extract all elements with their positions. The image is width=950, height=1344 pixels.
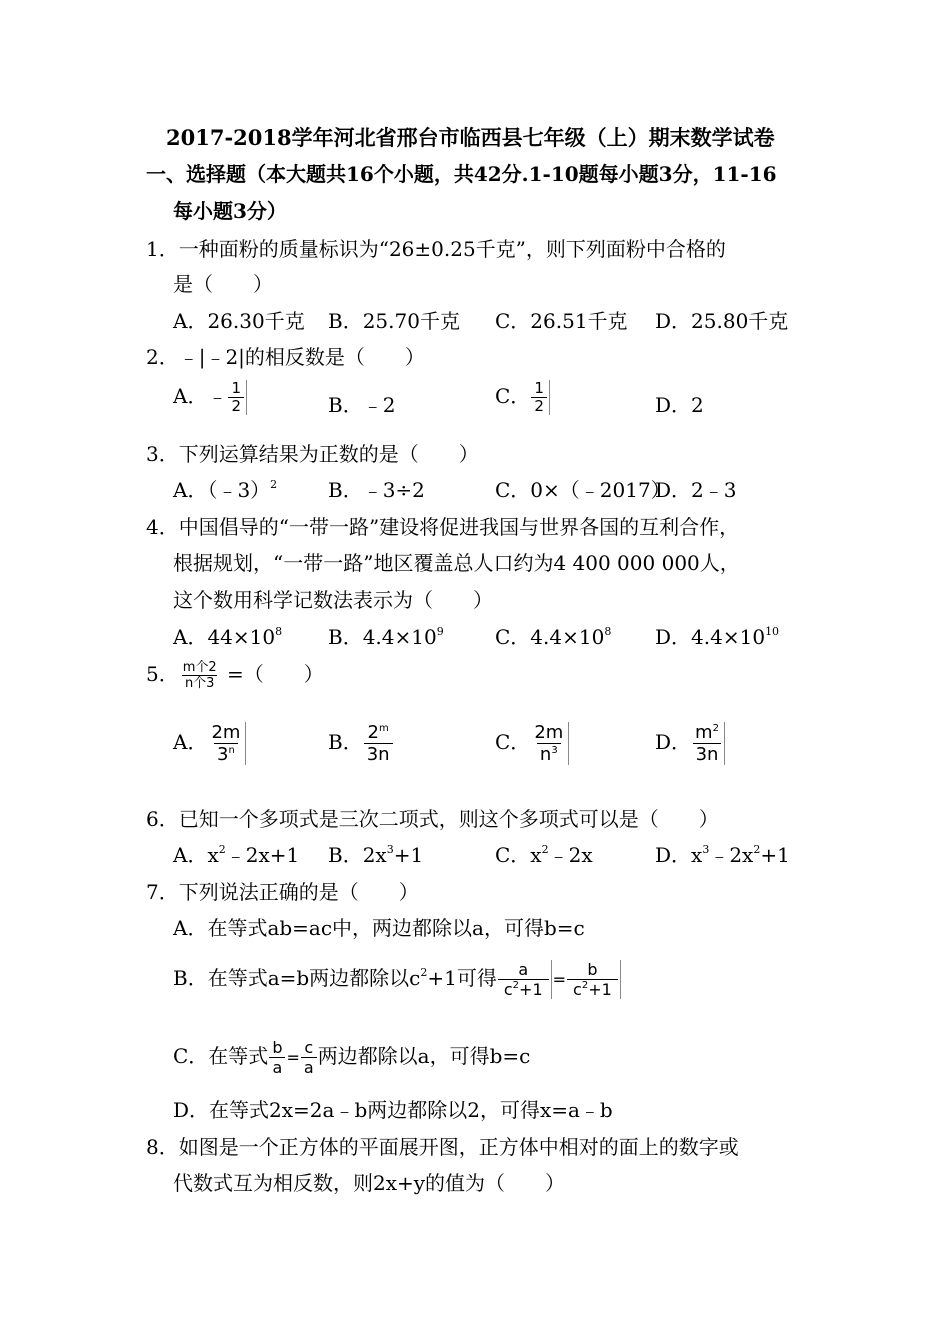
fraction-denominator: a (301, 1057, 317, 1077)
q1-stem-line1: 1．一种面粉的质量标识为“26±0.25千克”，则下列面粉中合格的 (146, 237, 726, 261)
section-header-line1: 一、选择题（本大题共16个小题，共42分.1-10题每小题3分，11-16 (146, 162, 777, 186)
denominator-base: n (539, 744, 552, 765)
q6-option-a-pre: A．x (173, 843, 219, 867)
fraction-denominator: 3n (693, 743, 722, 765)
q2-option-a (173, 380, 248, 415)
q3-option-d: D．2﹣3 (655, 478, 737, 502)
q5-option-b (328, 722, 394, 765)
q4-option-a-text: A．44×10 (173, 625, 276, 649)
q5-option-c (495, 722, 570, 765)
q6-option-d-post: +1 (760, 843, 790, 867)
q6-option-d-exponent2: 2 (753, 843, 761, 856)
q5-stem (146, 660, 324, 691)
denominator-exponent: n (228, 745, 235, 756)
fraction-denominator: n个3 (182, 675, 218, 691)
q4-option-c (495, 624, 611, 650)
q1-option-c: C．26.51千克 (495, 309, 628, 333)
q7-stem: 7．下列说法正确的是（ ） (146, 880, 419, 904)
q7-option-b-pre: B．在等式a=b两边都除以c (173, 966, 421, 990)
q2-option-d: D．2 (655, 393, 704, 417)
q4-option-d-exponent: 10 (765, 625, 780, 638)
numerator-base: m (695, 722, 713, 743)
denominator-exponent: 2 (581, 980, 589, 991)
fraction-denominator: 3n (364, 743, 393, 765)
numerator-exponent: 2 (712, 723, 719, 734)
denominator-base: c (573, 980, 582, 999)
q3-option-a-text: A．（﹣3） (173, 478, 271, 502)
q7-option-c-fraction-left (269, 1038, 285, 1077)
q7-option-b (173, 960, 622, 999)
q5-option-d-fraction (692, 722, 725, 765)
q6-option-a (173, 842, 299, 868)
denominator-exponent: 3 (551, 745, 558, 756)
q4-option-c-exponent: 8 (604, 625, 612, 638)
denominator-exponent: 2 (512, 980, 520, 991)
fraction-numerator (692, 722, 722, 743)
equals-sign: = (286, 1048, 300, 1067)
q3-option-a (173, 477, 277, 503)
fraction-numerator: b (272, 1038, 283, 1057)
denominator-post: +1 (588, 980, 612, 999)
q5-stem-fraction (180, 660, 220, 691)
section-header-line2: 每小题3分） (173, 199, 287, 223)
fraction-numerator: m个2 (182, 660, 217, 675)
q5-option-a (173, 722, 247, 765)
q7-option-b-mid: +1可得 (427, 966, 497, 990)
fraction-denominator (214, 743, 238, 765)
q6-option-a-exponent: 2 (218, 843, 226, 856)
q7-option-c-fraction-right (301, 1038, 317, 1077)
numerator-exponent: m (378, 723, 389, 734)
fraction-denominator (567, 979, 618, 999)
q6-option-d (655, 842, 790, 868)
q6-option-c (495, 842, 593, 868)
q4-option-d-text: D．4.4×10 (655, 625, 766, 649)
q2-option-c (495, 380, 551, 415)
q5-option-c-label: C． (495, 730, 531, 754)
q6-option-d-pre: D．x (655, 843, 703, 867)
q7-option-b-exponent: 2 (420, 966, 428, 979)
numerator-base: 2 (367, 722, 379, 743)
q1-stem-line2: 是（ ） (173, 272, 273, 296)
q5-option-b-fraction (364, 722, 393, 765)
q4-stem-line2: 根据规划，“一带一路”地区覆盖总人口约为4 400 000 000人， (173, 551, 740, 575)
denominator-base: 3 (217, 744, 229, 765)
q6-option-b-post: +1 (393, 843, 424, 867)
q4-option-b-text: B．4.4×10 (328, 625, 437, 649)
fraction-denominator: a (269, 1057, 285, 1077)
q7-option-b-fraction-right (567, 960, 621, 999)
q3-option-c: C．0×（﹣2017） (495, 478, 671, 502)
q2-option-a-fraction (228, 380, 247, 415)
q2-stem: 2．﹣|﹣2|的相反数是（ ） (146, 345, 425, 369)
fraction-denominator (498, 979, 549, 999)
q6-stem: 6．已知一个多项式是三次二项式，则这个多项式可以是（ ） (146, 807, 719, 831)
q4-option-d (655, 624, 779, 650)
q4-option-a-exponent: 8 (275, 625, 283, 638)
q8-stem-line1: 8．如图是一个正方体的平面展开图，正方体中相对的面上的数字或 (146, 1135, 739, 1159)
q5-option-d-label: D． (655, 730, 692, 754)
q5-option-d (655, 722, 726, 765)
fraction-numerator: a (518, 960, 529, 979)
q5-option-b-label: B． (328, 730, 363, 754)
q6-option-c-exponent: 2 (541, 843, 549, 856)
q7-option-b-fraction-left (498, 960, 552, 999)
q4-option-b-exponent: 9 (436, 625, 444, 638)
q4-stem-line1: 4．中国倡导的“一带一路”建设将促进我国与世界各国的互利合作， (146, 515, 740, 539)
fraction-denominator (537, 743, 561, 765)
q6-option-c-pre: C．x (495, 843, 542, 867)
fraction-denominator: 2 (531, 397, 547, 415)
q5-option-c-fraction (531, 722, 569, 765)
denominator-base: c (503, 980, 513, 999)
fraction-numerator: 1 (231, 379, 241, 397)
q8-stem-line2: 代数式互为相反数，则2x+y的值为（ ） (173, 1171, 566, 1195)
q2-option-c-fraction (531, 380, 550, 415)
q3-option-b: B．﹣3÷2 (328, 478, 425, 502)
q4-option-c-text: C．4.4×10 (495, 625, 605, 649)
q6-option-d-exponent: 3 (702, 843, 710, 856)
q5-option-a-fraction (208, 722, 246, 765)
q6-option-a-post: ﹣2x+1 (225, 843, 300, 867)
denominator-post: +1 (519, 980, 543, 999)
q7-option-c-post: 两边都除以a，可得b=c (317, 1044, 531, 1068)
q2-option-a-label: A．﹣ (173, 384, 228, 408)
fraction-numerator: c (304, 1038, 314, 1057)
exam-title: 2017-2018学年河北省邢台市临西县七年级（上）期末数学试卷 (166, 125, 775, 150)
q6-option-d-mid: ﹣2x (709, 843, 754, 867)
q5-stem-suffix: =（ ） (227, 662, 324, 686)
fraction-denominator: 2 (228, 397, 244, 415)
q2-option-b: B．﹣2 (328, 393, 396, 417)
q1-option-d: D．25.80千克 (655, 309, 789, 333)
equals-sign: = (552, 970, 567, 989)
q1-option-a: A．26.30千克 (173, 309, 305, 333)
q6-option-b (328, 842, 423, 868)
q5-number: 5． (146, 662, 179, 686)
q7-option-a: A．在等式ab=ac中，两边都除以a，可得b=c (173, 916, 585, 940)
fraction-numerator: 2m (534, 722, 564, 743)
q4-option-a (173, 624, 282, 650)
fraction-numerator: 2m (211, 722, 241, 743)
fraction-numerator (365, 722, 392, 743)
q3-option-a-exponent: 2 (270, 478, 278, 491)
fraction-numerator: b (587, 960, 598, 979)
q2-option-c-label: C． (495, 384, 531, 408)
q4-option-b (328, 624, 444, 650)
q1-option-b: B．25.70千克 (328, 309, 460, 333)
q5-option-a-label: A． (173, 730, 208, 754)
q3-stem: 3．下列运算结果为正数的是（ ） (146, 442, 479, 466)
q6-option-b-exponent: 3 (386, 843, 394, 856)
q7-option-c (173, 1038, 530, 1077)
q7-option-c-pre: C．在等式 (173, 1044, 269, 1068)
q6-option-b-pre: B．2x (328, 843, 387, 867)
q6-option-c-post: ﹣2x (548, 843, 593, 867)
q4-stem-line3: 这个数用科学记数法表示为（ ） (173, 588, 493, 612)
q7-option-d: D．在等式2x=2a﹣b两边都除以2，可得x=a﹣b (173, 1098, 613, 1122)
fraction-numerator: 1 (534, 379, 544, 397)
